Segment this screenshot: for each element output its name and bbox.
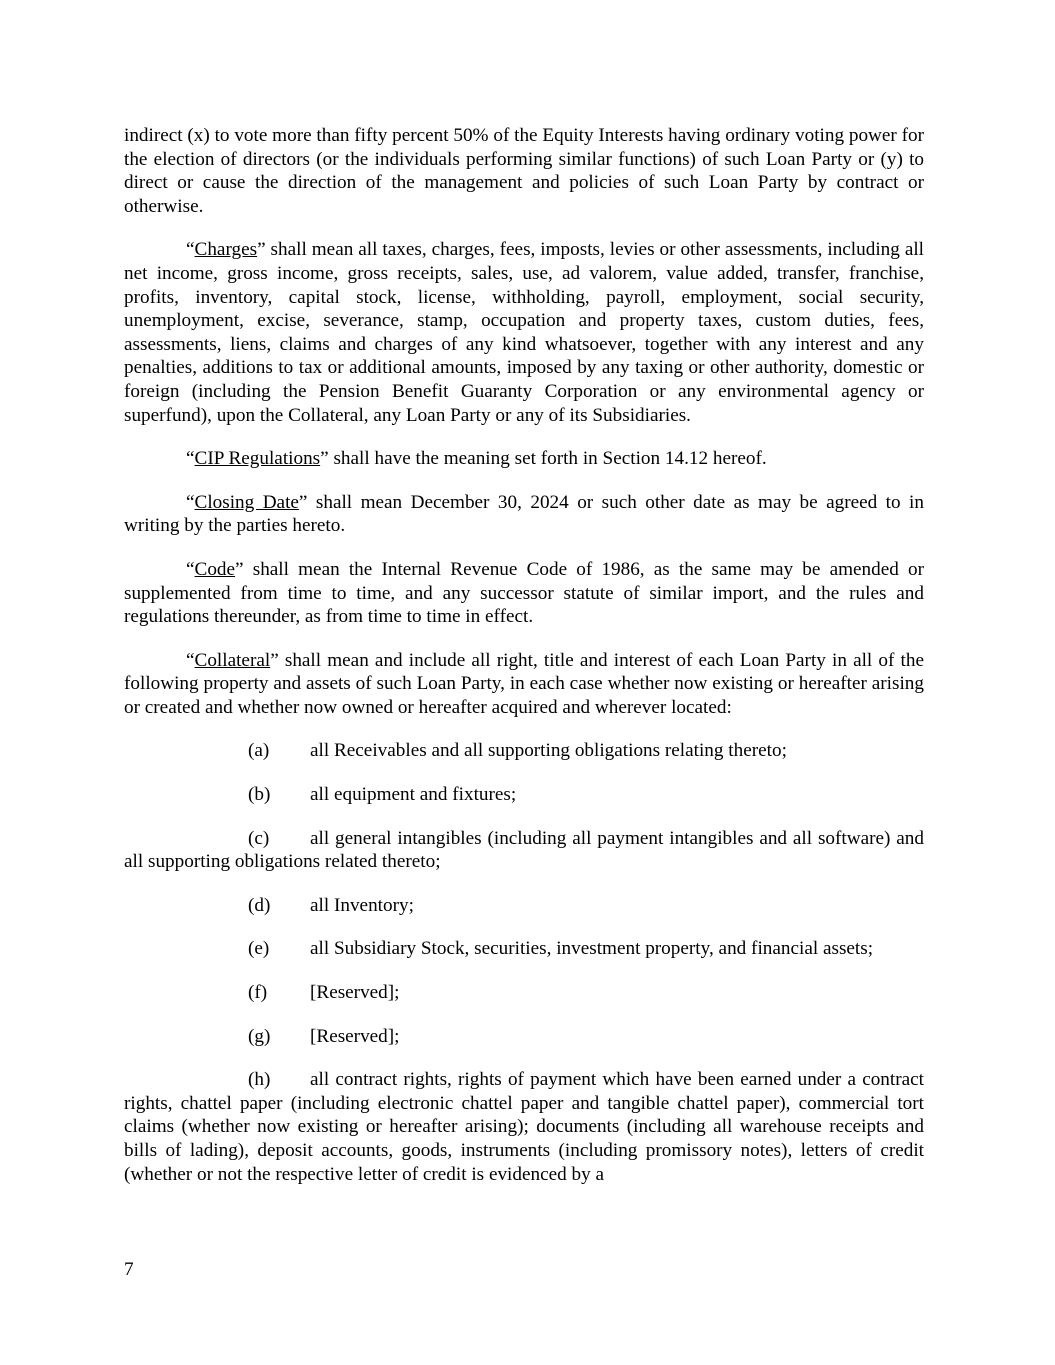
definition-text: ” shall mean and include all right, title and interest of each Loan Party in all of the following property and assets of such Loan Party, in each case whether now existing or hereafter arising or created and whether now owned or hereafter acquired and wherever located: [124, 649, 924, 718]
definition-text: ” shall mean the Internal Revenue Code of 1986, as the same may be amended or supplemented from time to time, and any successor statute of similar import, and the rules and regulations thereunder, as from time to time in effect. [124, 558, 924, 628]
list-marker: (a) [248, 740, 270, 762]
list-item-text: all Receivables and all supporting obligations relating thereto; [310, 740, 787, 762]
list-item-text: all general intangibles (including all payment intangibles and all software) and all supporting obligations related thereto; [124, 827, 924, 873]
open-quote: “ [186, 649, 195, 671]
list-marker: (b) [248, 784, 271, 806]
open-quote: “ [186, 448, 195, 470]
definition-closing-date [124, 491, 924, 538]
defined-term: CIP Regulations [194, 448, 321, 470]
open-quote: “ [186, 558, 195, 580]
list-marker: (e) [248, 938, 270, 960]
list-item-text: all contract rights, rights of payment which have been earned under a contract rights, chattel paper (including electronic chattel paper and tangible chattel paper), commercial tort claims (whether now existing or hereafter arising); documents (including all warehouse receipts and bills of lading), deposit accounts, goods, instruments (including promissory notes), letters of credit (whether or not the respective letter of credit is evidenced by a [124, 1069, 924, 1185]
defined-term: Charges [194, 239, 258, 261]
list-marker: (h) [248, 1069, 271, 1091]
document-page [124, 124, 924, 1206]
page-number: 7 [124, 1259, 134, 1280]
collateral-item-c [124, 827, 924, 874]
list-item-text: all equipment and fixtures; [310, 784, 517, 806]
definition-cip-regulations [124, 447, 924, 471]
collateral-item-g [124, 1025, 924, 1049]
definition-text: ” shall mean December 30, 2024 or such other date as may be agreed to in writing by the parties hereto. [124, 491, 924, 537]
collateral-item-h [124, 1068, 924, 1186]
intro-paragraph: indirect (x) to vote more than fifty percent 50% of the Equity Interests having ordinary voting power for the election of directors (or the individuals performing similar functions) of such Loan Party or (y) to direct or cause the direction of the management and policies of such Loan Party by contract or otherwise. [124, 125, 924, 217]
list-marker: (d) [248, 894, 271, 916]
defined-term: Closing Date [194, 491, 299, 513]
collateral-item-b [124, 783, 924, 807]
open-quote: “ [186, 491, 195, 513]
list-marker: (f) [248, 982, 268, 1004]
open-quote: “ [186, 239, 195, 261]
definition-code [124, 558, 924, 629]
list-item-text: all Inventory; [310, 894, 414, 916]
collateral-item-f [124, 981, 924, 1005]
collateral-item-e [124, 937, 924, 961]
collateral-item-a [124, 739, 924, 763]
list-marker: (g) [248, 1025, 271, 1047]
list-marker: (c) [248, 827, 270, 849]
definition-text: ” shall have the meaning set forth in Section 14.12 hereof. [320, 448, 767, 470]
list-item-text: [Reserved]; [310, 1025, 400, 1047]
definition-collateral [124, 649, 924, 720]
definition-text: ” shall mean all taxes, charges, fees, imposts, levies or other assessments, including all net income, gross income, gross receipts, sales, use, ad valorem, value added, transfer, franchise, profits, inventory, capital stock, license, withholding, payroll, employment, social security, unemployment, excise, severance, stamp, occupation and property taxes, custom duties, fees, assessments, liens, claims and charges of any kind whatsoever, together with any interest and any penalties, additions to tax or additional amounts, imposed by any taxing or other authority, domestic or foreign (including the Pension Benefit Guaranty Corporation or any environmental agency or superfund), upon the Collateral, any Loan Party or any of its Subsidiaries. [124, 239, 924, 426]
definition-charges [124, 238, 924, 427]
list-item-text: [Reserved]; [310, 982, 400, 1004]
defined-term: Code [194, 558, 236, 580]
collateral-item-d [124, 894, 924, 918]
list-item-text: all Subsidiary Stock, securities, investment property, and financial assets; [310, 938, 874, 960]
defined-term: Collateral [194, 649, 271, 671]
